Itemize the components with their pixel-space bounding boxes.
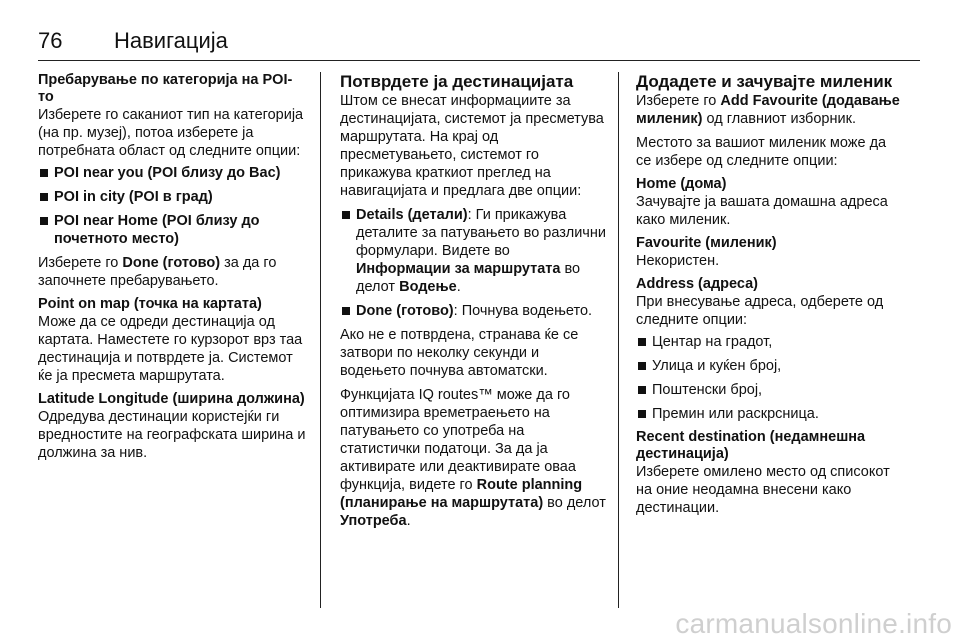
column-divider-1 [320,72,321,608]
column-3 [636,72,904,523]
lat-long-paragraph: Одредува дестинации користејќи ги вредностите на географската ширина и должина за нив. [38,409,306,461]
header-rule [38,60,920,61]
column-2 [340,72,608,536]
address-paragraph: При внесување адреса, одберете од следните опции: [636,294,884,328]
text-run: во делот [356,261,581,295]
text-run: за да го започнете пребарувањето. [38,255,277,289]
page-section-title: Навигација [114,28,228,53]
poi-option-near-home: POI near Home (POI близу до почетното место) [38,212,306,248]
auto-guidance-paragraph: Ако не е потврдена, странава ќе се затвори по неколку секунди и водењето почнува автоматски. [340,327,579,379]
page-header [38,14,920,54]
poi-category-heading: Пребарување по категорија на POI-то [38,72,293,105]
done-label: Done (готово) [356,303,454,319]
point-on-map-paragraph: Може да се одреди дестинација од картата. Наместете го курзорот врз таа дестинација и потврдете ја. Системот ќе ја пресмета маршрутата. [38,314,303,384]
confirm-destination-heading: Потврдете ја дестинацијата [340,72,574,91]
text-run: Функцијата IQ routes™ може да го оптимизира времетраењето на патувањето со употреба на статистички податоци. За да ја активирате или деактивирате оваа функција, видете го [340,387,576,493]
home-paragraph: Зачувајте ја вашата домашна адреса како миленик. [636,194,888,228]
lat-long-heading: Latitude Longitude (ширина должина) [38,391,305,407]
poi-category-intro: Изберете го саканиот тип на категорија (на пр. музеј), потоа изберете ја потребната област од следните опции: [38,107,304,159]
poi-done-paragraph [38,254,306,290]
text-run: во делот [543,495,606,511]
poi-option-near-you: POI near you (POI близу до Вас) [38,164,306,182]
iq-routes-paragraph [340,386,608,530]
confirm-options-list [340,206,608,320]
confirm-destination-intro: Штом се внесат информациите за дестинацијата, системот ја пресметува маршрутата. На крај од пресметувањето, системот го прикажува краткиот преглед на навигацијата и предлага две опции: [340,93,604,199]
watermark: carmanualsonline.info [675,608,952,639]
option-done [340,302,608,320]
address-heading: Address (адреса) [636,276,759,292]
text-run: : Почнува водењето. [453,303,593,319]
usage-label: Употреба [340,513,407,529]
details-label: Details (детали) [356,207,468,223]
add-favourite-intro [636,92,904,128]
favourite-paragraph: Некористен. [636,253,720,269]
text-run: . [456,279,461,295]
column-divider-2 [618,72,619,608]
favourite-heading: Favourite (миленик) [636,235,777,251]
guidance-label: Водење [399,279,457,295]
address-options-list [636,333,904,423]
text-run: : Ги прикажува деталите за патувањето во различни формулари. Видете во [356,207,606,259]
home-heading: Home (дома) [636,176,727,192]
point-on-map-heading: Point on map (точка на картата) [38,296,262,312]
text-run: од главниот изборник. [702,111,856,127]
poi-options-list [38,164,306,248]
column-1 [38,72,306,468]
done-label: Done (готово) [122,255,221,271]
option-details [340,206,608,296]
text-run: . [406,513,411,529]
poi-option-in-city: POI in city (POI в град) [38,188,306,206]
recent-destination-heading: Recent destination (недамнешна дестинација) [636,429,866,462]
text-run: Изберете го [38,255,123,271]
add-favourite-heading: Додадете и зачувајте миленик [636,72,893,91]
route-info-label: Информации за маршрутата [356,261,561,277]
address-option-street: Улица и куќен број, [636,357,904,375]
recent-destination-paragraph: Изберете омилено место од списокот на оние неодамна внесени како дестинации. [636,464,890,516]
address-option-city-centre: Центар на градот, [636,333,904,351]
address-option-postcode: Поштенски број, [636,381,904,399]
add-favourite-label: Add Favourite (додавање миленик) [636,93,900,127]
text-run: Изберете го [636,93,721,109]
page-number: 76 [38,28,63,53]
route-planning-label: Route planning (планирање на маршрутата) [340,477,583,511]
address-option-crossing: Премин или раскрсница. [636,405,904,423]
favourite-options-intro: Местото за вашиот миленик може да се избере од следните опции: [636,135,887,169]
